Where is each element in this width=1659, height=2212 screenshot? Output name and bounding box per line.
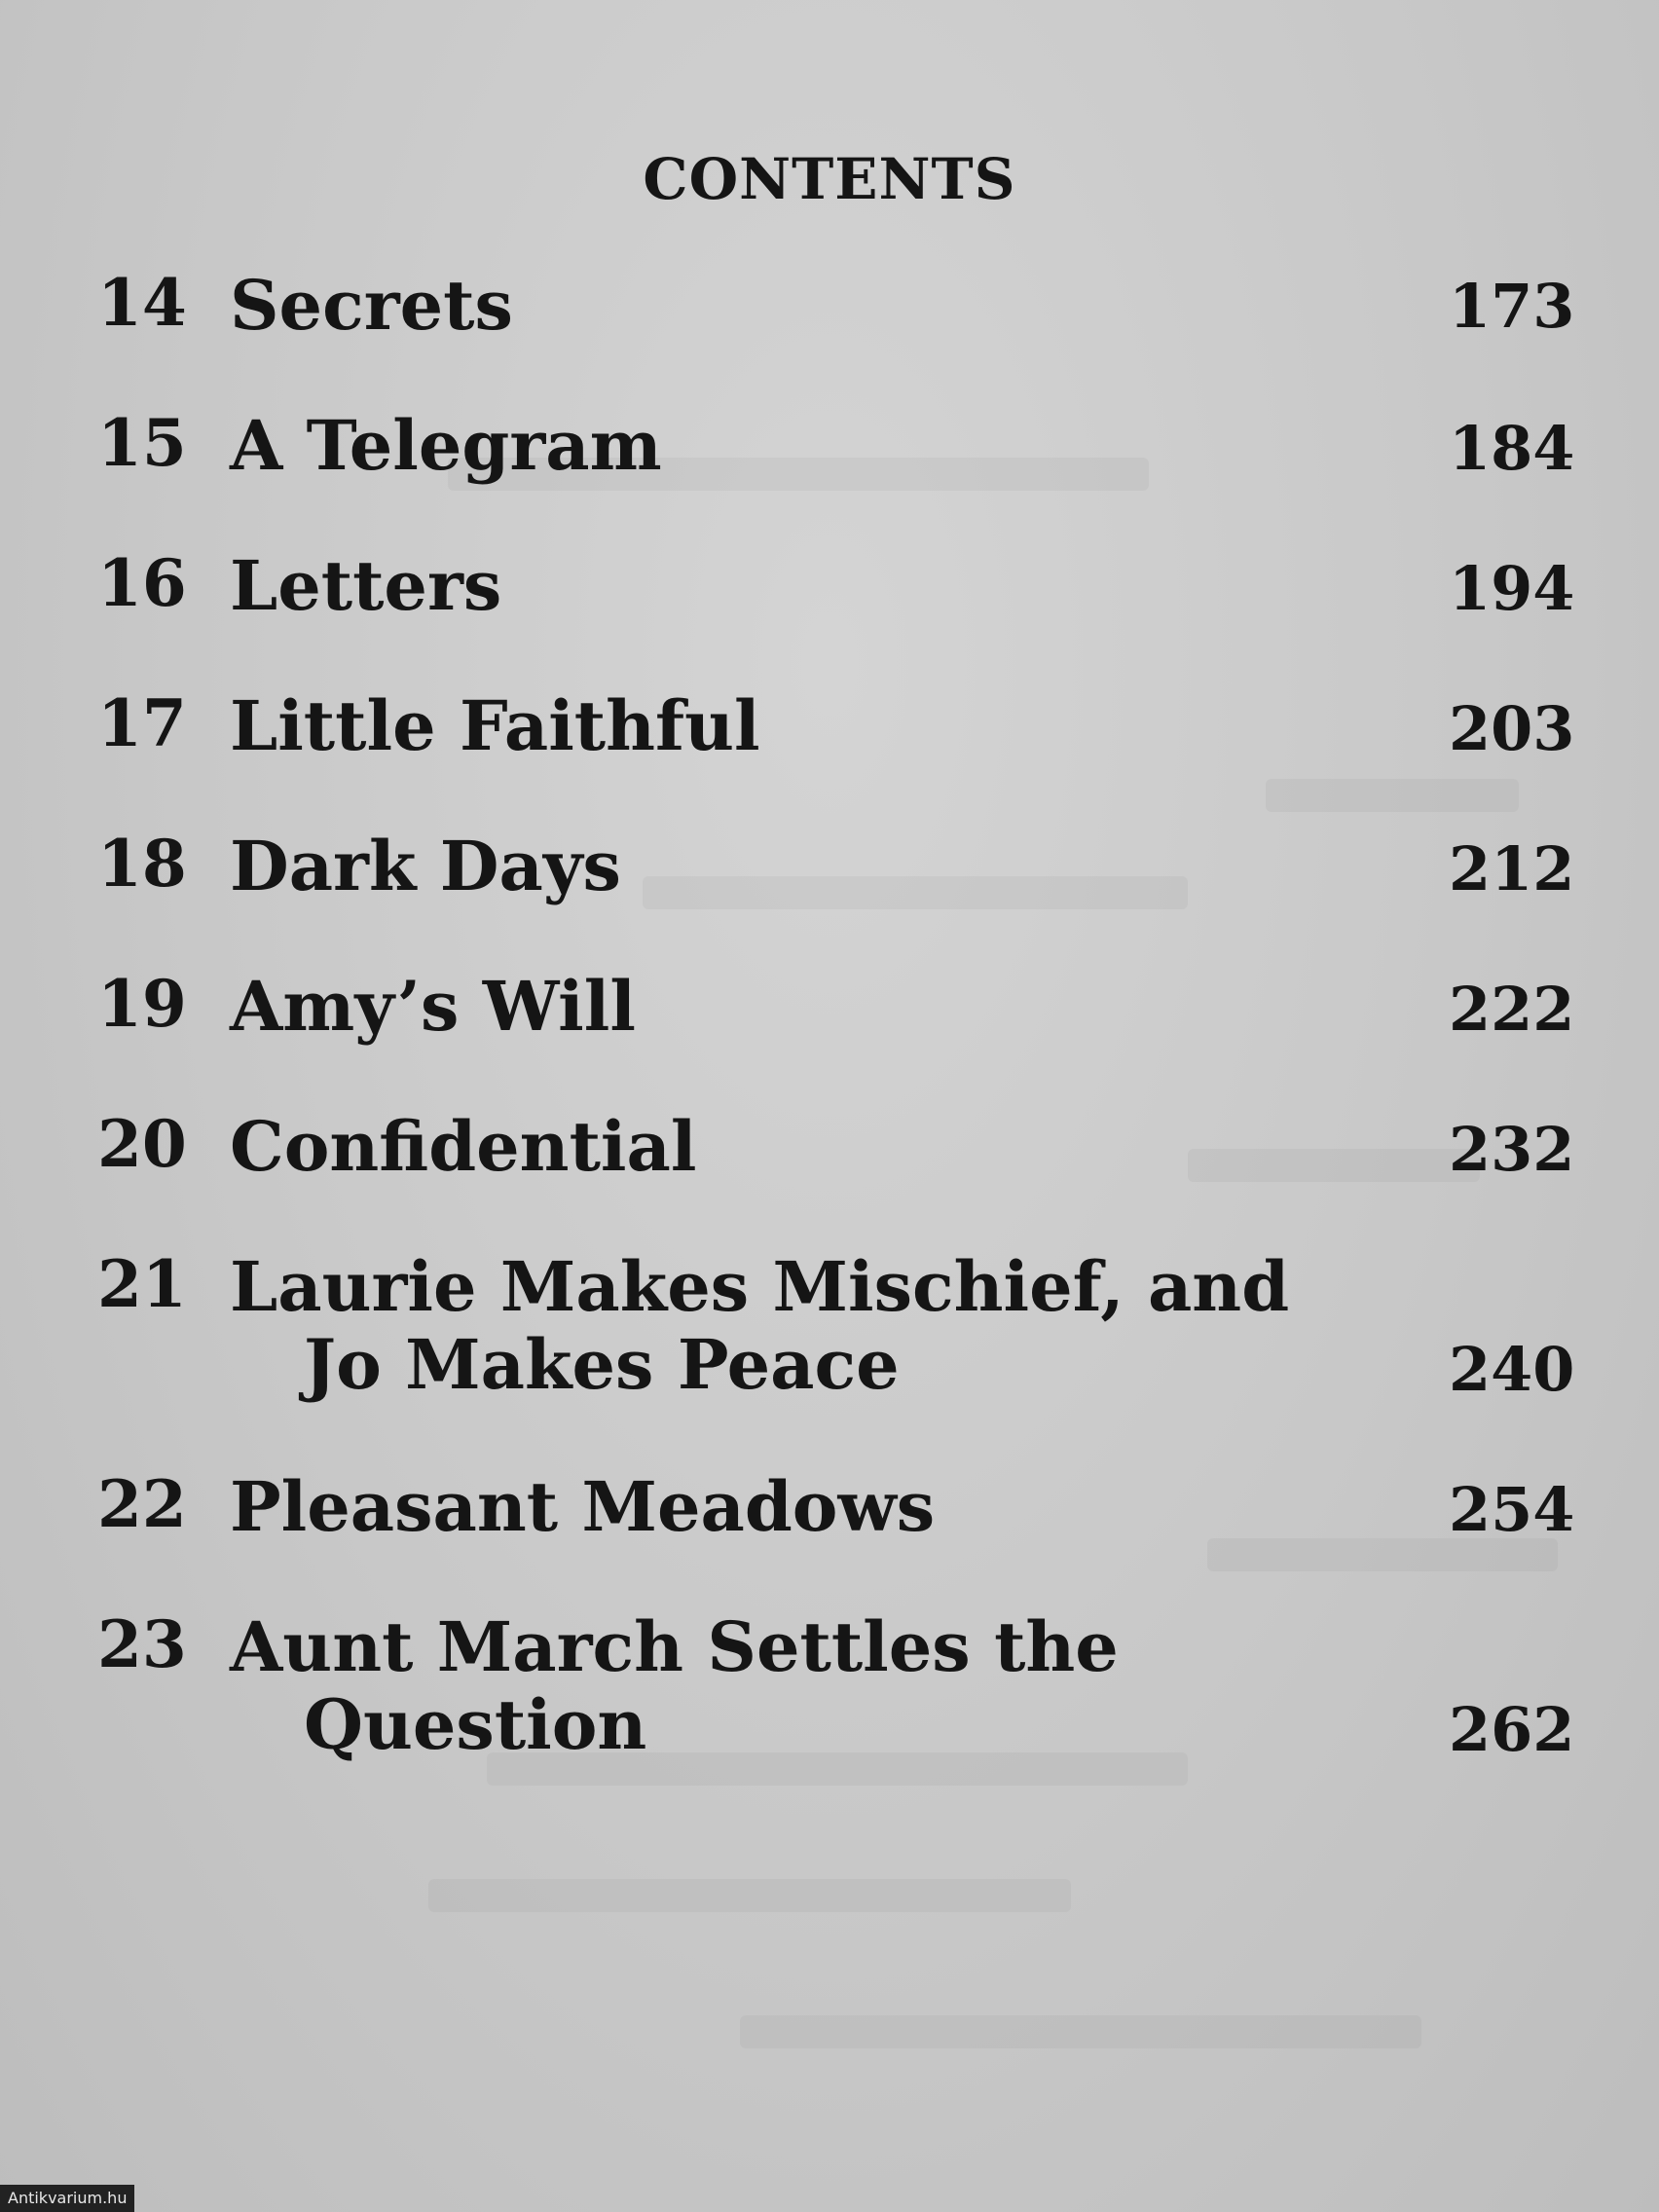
chapter-number: 19: [97, 966, 187, 1042]
chapter-title: Letters: [230, 545, 502, 626]
page-number: 194: [1449, 553, 1575, 624]
chapter-title: Secrets: [230, 265, 513, 346]
page-number: 232: [1449, 1114, 1575, 1185]
chapter-title: A Telegram: [230, 405, 662, 486]
chapter-number: 23: [97, 1606, 187, 1682]
chapter-number: 21: [97, 1246, 187, 1322]
chapter-number: 14: [97, 265, 187, 341]
chapter-title: Amy’s Will: [230, 966, 636, 1047]
chapter-number: 17: [97, 685, 187, 761]
page-number: 222: [1449, 974, 1575, 1045]
chapter-title: Pleasant Meadows: [230, 1466, 936, 1547]
chapter-title: Laurie Makes Mischief, and: [230, 1246, 1290, 1327]
chapter-title: Aunt March Settles the: [230, 1606, 1119, 1687]
chapter-number: 16: [97, 545, 187, 621]
chapter-title: Little Faithful: [230, 685, 760, 766]
page-number: 254: [1449, 1474, 1575, 1545]
chapter-number: 15: [97, 405, 187, 481]
contents-heading: CONTENTS: [643, 146, 1016, 212]
chapter-title-continued: Jo Makes Peace: [304, 1324, 900, 1405]
page-number: 240: [1449, 1334, 1575, 1405]
page-number: 203: [1449, 693, 1575, 764]
watermark: Antikvarium.hu: [0, 2185, 134, 2212]
chapter-title-continued: Question: [304, 1684, 647, 1765]
page-number: 173: [1449, 271, 1575, 342]
page-number: 262: [1449, 1694, 1575, 1765]
page-number: 212: [1449, 833, 1575, 904]
chapter-title: Confidential: [230, 1106, 697, 1187]
chapter-number: 18: [97, 826, 187, 902]
page-number: 184: [1449, 413, 1575, 484]
chapter-number: 20: [97, 1106, 187, 1182]
chapter-number: 22: [97, 1466, 187, 1542]
chapter-title: Dark Days: [230, 826, 621, 906]
